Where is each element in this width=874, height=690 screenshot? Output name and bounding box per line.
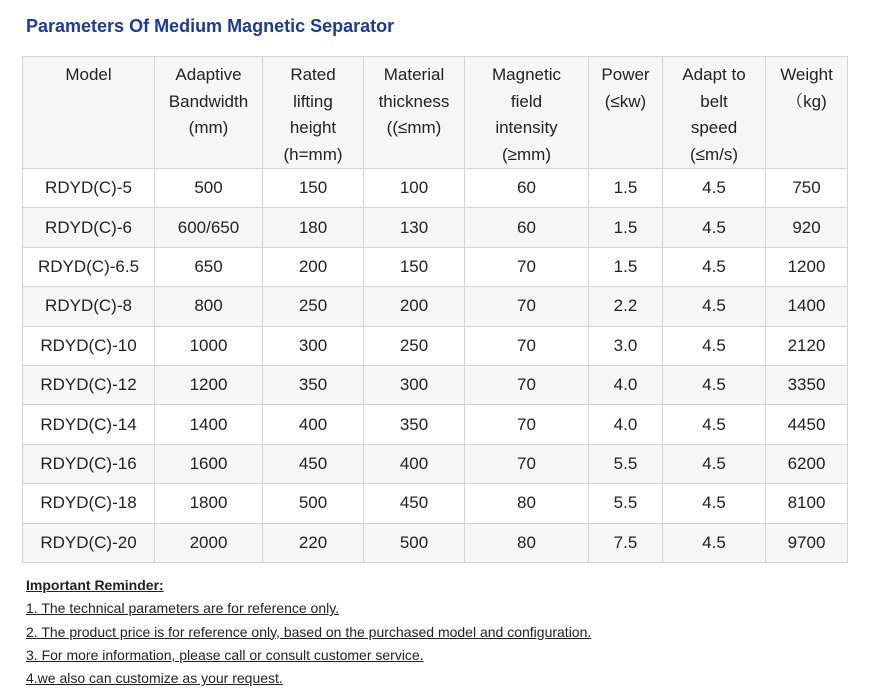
column-header-line: Model [65, 65, 112, 84]
table-cell: 4.5 [663, 405, 766, 444]
table-cell: 200 [364, 287, 465, 326]
table-cell: 400 [364, 444, 465, 483]
table-cell: 300 [263, 326, 364, 365]
table-cell: 1800 [155, 484, 263, 523]
table-cell: 1200 [766, 247, 848, 286]
table-cell: 130 [364, 208, 465, 247]
table-cell: 3.0 [589, 326, 663, 365]
table-cell: 4.5 [663, 326, 766, 365]
column-header-line: speed [690, 118, 738, 137]
table-cell: 150 [263, 169, 364, 208]
column-header-line: Power [601, 65, 650, 84]
table-cell: 2120 [766, 326, 848, 365]
reminder-heading: Important Reminder: [26, 577, 164, 593]
column-header [663, 57, 766, 169]
table-cell: 1400 [766, 287, 848, 326]
column-header-line: Bandwidth [168, 91, 249, 111]
model-cell: RDYD(C)-12 [23, 365, 155, 404]
table-cell: 4.5 [663, 523, 766, 562]
table-row [23, 287, 848, 326]
table-cell: 600/650 [155, 208, 263, 247]
table-cell: 4450 [766, 405, 848, 444]
table-cell: 4.5 [663, 287, 766, 326]
model-cell: RDYD(C)-20 [23, 523, 155, 562]
model-cell: RDYD(C)-6 [23, 208, 155, 247]
column-header [155, 57, 263, 169]
model-cell: RDYD(C)-10 [23, 326, 155, 365]
reminder-line: 3. For more information, please call or consult customer service. [26, 646, 424, 663]
table-row [23, 405, 848, 444]
table-cell: 1.5 [589, 169, 663, 208]
table-cell: 4.0 [589, 365, 663, 404]
column-header-line: (h=mm) [283, 144, 343, 164]
table-cell: 80 [465, 523, 589, 562]
column-header-line: Rated [290, 65, 336, 84]
column-header-line: lifting [293, 91, 333, 111]
model-cell: RDYD(C)-16 [23, 444, 155, 483]
column-header-line: height [289, 118, 337, 137]
table-body [23, 169, 848, 563]
table-row [23, 169, 848, 208]
table-cell: 450 [364, 484, 465, 523]
table-cell: 350 [263, 365, 364, 404]
important-reminder [26, 574, 591, 690]
column-header-line: intensity [495, 118, 558, 137]
table-cell: 4.5 [663, 444, 766, 483]
table-cell: 4.5 [663, 247, 766, 286]
column-header-line: belt [700, 91, 728, 111]
table-cell: 4.0 [589, 405, 663, 444]
column-header-line: （kg) [786, 91, 827, 111]
table-cell: 250 [364, 326, 465, 365]
reminder-line: 2. The product price is for reference only, based on the purchased model and configuration. [26, 623, 592, 640]
column-header-line: thickness [378, 91, 450, 111]
table-row [23, 208, 848, 247]
table-cell: 60 [465, 169, 589, 208]
table-header-row [23, 57, 848, 169]
table-cell: 6200 [766, 444, 848, 483]
table-cell: 650 [155, 247, 263, 286]
table-cell: 5.5 [589, 444, 663, 483]
table-cell: 70 [465, 365, 589, 404]
column-header [465, 57, 589, 169]
table-cell: 2.2 [589, 287, 663, 326]
model-cell: RDYD(C)-5 [23, 169, 155, 208]
model-cell: RDYD(C)-8 [23, 287, 155, 326]
reminder-line: 4.we also can customize as your request. [26, 670, 283, 687]
column-header-line: Adaptive [175, 65, 242, 84]
table-cell: 400 [263, 405, 364, 444]
table-cell: 5.5 [589, 484, 663, 523]
table-cell: 4.5 [663, 169, 766, 208]
table-cell: 80 [465, 484, 589, 523]
table-cell: 1.5 [589, 208, 663, 247]
table-cell: 100 [364, 169, 465, 208]
column-header [589, 57, 663, 169]
column-header-line: Weight [780, 65, 833, 84]
table-cell: 60 [465, 208, 589, 247]
table-cell: 7.5 [589, 523, 663, 562]
table-cell: 920 [766, 208, 848, 247]
table-cell: 350 [364, 405, 465, 444]
table-cell: 70 [465, 444, 589, 483]
column-header-line: field [510, 91, 543, 111]
table-cell: 70 [465, 247, 589, 286]
table-row [23, 523, 848, 562]
table-row [23, 247, 848, 286]
table-cell: 150 [364, 247, 465, 286]
table-cell: 70 [465, 326, 589, 365]
table-cell: 2000 [155, 523, 263, 562]
table-row [23, 444, 848, 483]
column-header [23, 57, 155, 169]
table-cell: 500 [155, 169, 263, 208]
model-cell: RDYD(C)-18 [23, 484, 155, 523]
table-cell: 1000 [155, 326, 263, 365]
table-cell: 70 [465, 287, 589, 326]
column-header-line: ((≤mm) [386, 118, 442, 137]
column-header-line: Adapt to [682, 65, 746, 84]
table-cell: 200 [263, 247, 364, 286]
table-cell: 750 [766, 169, 848, 208]
column-header [263, 57, 364, 169]
table-cell: 1600 [155, 444, 263, 483]
table-cell: 500 [263, 484, 364, 523]
column-header-line: (≤m/s) [689, 144, 739, 164]
table-cell: 1200 [155, 365, 263, 404]
table-cell: 800 [155, 287, 263, 326]
table-row [23, 326, 848, 365]
table-cell: 450 [263, 444, 364, 483]
table-cell: 1400 [155, 405, 263, 444]
column-header-line: Material [383, 65, 445, 84]
table-cell: 3350 [766, 365, 848, 404]
table-cell: 8100 [766, 484, 848, 523]
table-cell: 180 [263, 208, 364, 247]
column-header-line: Magnetic [492, 65, 561, 84]
table-cell: 300 [364, 365, 465, 404]
table-cell: 250 [263, 287, 364, 326]
table-cell: 9700 [766, 523, 848, 562]
table-cell: 500 [364, 523, 465, 562]
table-row [23, 365, 848, 404]
table-cell: 4.5 [663, 208, 766, 247]
reminder-line: 1. The technical parameters are for reference only. [26, 600, 340, 617]
table-cell: 220 [263, 523, 364, 562]
model-cell: RDYD(C)-14 [23, 405, 155, 444]
table-cell: 4.5 [663, 484, 766, 523]
table-cell: 4.5 [663, 365, 766, 404]
parameters-table [22, 56, 848, 563]
table-row [23, 484, 848, 523]
table-cell: 1.5 [589, 247, 663, 286]
page-title: Parameters Of Medium Magnetic Separator [26, 16, 395, 36]
column-header [766, 57, 848, 169]
model-cell: RDYD(C)-6.5 [23, 247, 155, 286]
column-header-line: (≤kw) [604, 91, 647, 111]
column-header [364, 57, 465, 169]
column-header-line: (≥mm) [502, 144, 551, 164]
column-header-line: (mm) [188, 118, 229, 137]
table-cell: 70 [465, 405, 589, 444]
